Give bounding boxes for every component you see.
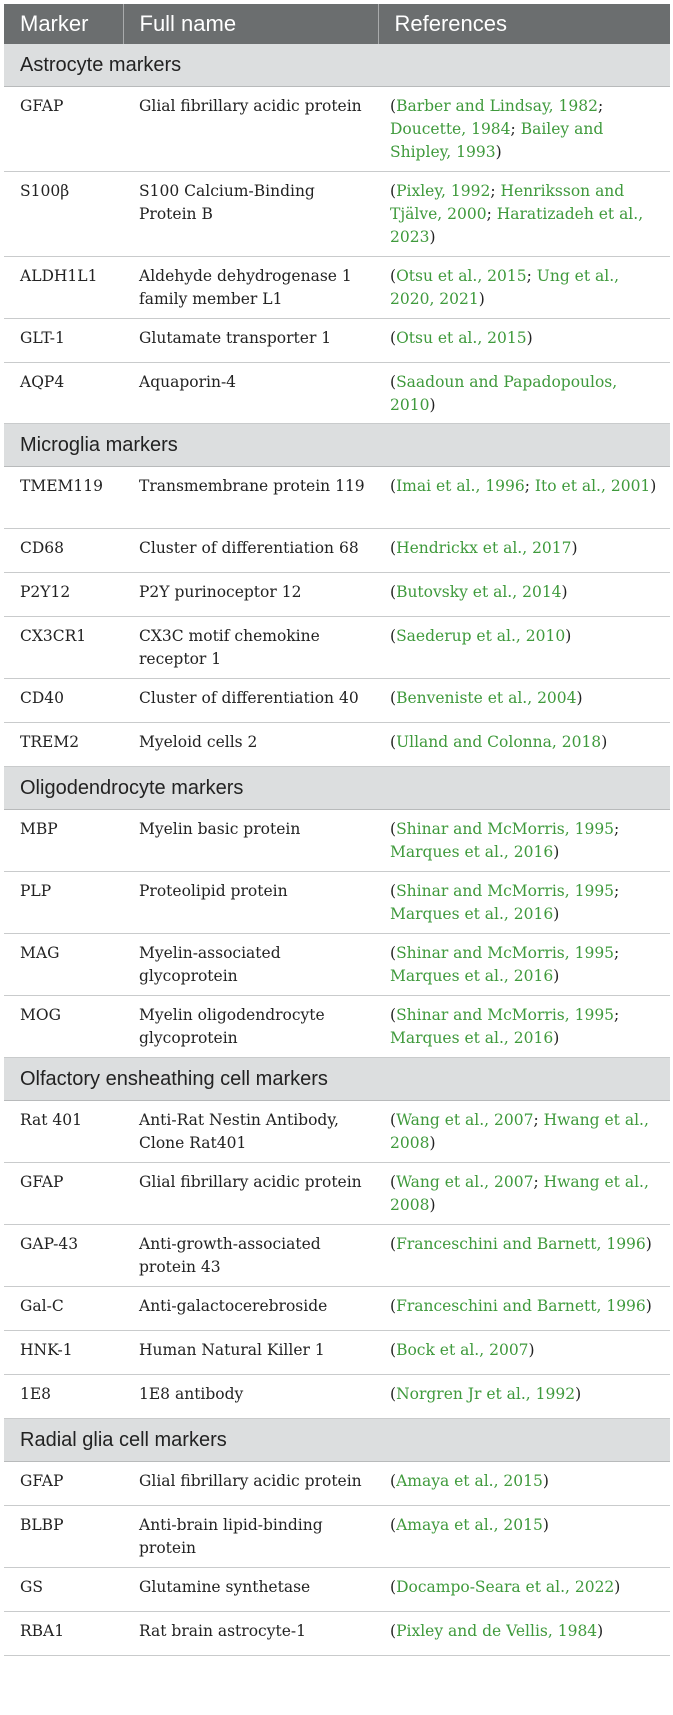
citation-link[interactable]: Norgren Jr et al., 1992	[396, 1385, 576, 1403]
marker-cell: MOG	[4, 996, 123, 1058]
table-row	[4, 1612, 670, 1656]
table-row	[4, 1462, 670, 1506]
citation-link[interactable]: Wang et al., 2007	[396, 1111, 534, 1129]
references-cell: (Saederup et al., 2010)	[378, 617, 670, 679]
full-name-cell: Cluster of differentiation 40	[123, 679, 378, 723]
marker-cell: TREM2	[4, 723, 123, 767]
citation-link[interactable]: Amaya et al., 2015	[396, 1472, 543, 1490]
full-name-cell: Glial fibrillary acidic protein	[123, 1163, 378, 1225]
section-title: Microglia markers	[4, 424, 670, 467]
citation-link[interactable]: Barber and Lindsay, 1982	[396, 97, 598, 115]
full-name-cell: Anti-growth-associated protein 43	[123, 1225, 378, 1287]
citation-link[interactable]: Butovsky et al., 2014	[396, 583, 562, 601]
references-cell: (Butovsky et al., 2014)	[378, 573, 670, 617]
references-cell: (Saadoun and Papadopoulos, 2010)	[378, 363, 670, 424]
full-name-cell: Glutamine synthetase	[123, 1568, 378, 1612]
marker-cell: Rat 401	[4, 1101, 123, 1163]
references-cell: (Imai et al., 1996; Ito et al., 2001)	[378, 467, 670, 529]
table-row	[4, 529, 670, 573]
citation-link[interactable]: Franceschini and Barnett, 1996	[396, 1235, 646, 1253]
marker-cell: P2Y12	[4, 573, 123, 617]
marker-cell: BLBP	[4, 1506, 123, 1568]
citation-link[interactable]: Otsu et al., 2015	[396, 267, 527, 285]
citation-link[interactable]: Amaya et al., 2015	[396, 1516, 543, 1534]
full-name-cell: Proteolipid protein	[123, 872, 378, 934]
marker-cell: TMEM119	[4, 467, 123, 529]
full-name-cell: Myelin-associated glycoprotein	[123, 934, 378, 996]
citation-link[interactable]: Marques et al., 2016	[390, 967, 554, 985]
citation-link[interactable]: Hwang et al., 2008	[390, 1173, 649, 1214]
marker-cell: CD68	[4, 529, 123, 573]
references-cell: (Shinar and McMorris, 1995; Marques et al., 2016)	[378, 934, 670, 996]
table-row	[4, 1225, 670, 1287]
references-cell: (Hendrickx et al., 2017)	[378, 529, 670, 573]
citation-link[interactable]: Benveniste et al., 2004	[396, 689, 577, 707]
references-cell: (Amaya et al., 2015)	[378, 1462, 670, 1506]
references-cell: (Pixley and de Vellis, 1984)	[378, 1612, 670, 1656]
citation-link[interactable]: Docampo-Seara et al., 2022	[396, 1578, 615, 1596]
citation-link[interactable]: Marques et al., 2016	[390, 843, 554, 861]
citation-link[interactable]: Henriksson and Tjälve, 2000	[390, 182, 625, 223]
marker-cell: 1E8	[4, 1375, 123, 1419]
marker-cell: GS	[4, 1568, 123, 1612]
table-row	[4, 87, 670, 172]
table-row	[4, 1101, 670, 1163]
full-name-cell: Glutamate transporter 1	[123, 319, 378, 363]
references-cell: (Shinar and McMorris, 1995; Marques et al., 2016)	[378, 810, 670, 872]
full-name-cell: Transmembrane protein 119	[123, 467, 378, 529]
marker-cell: RBA1	[4, 1612, 123, 1656]
marker-cell: GFAP	[4, 1462, 123, 1506]
header-row	[4, 4, 670, 44]
header-references: References	[378, 4, 670, 44]
references-cell: (Wang et al., 2007; Hwang et al., 2008)	[378, 1163, 670, 1225]
marker-cell: Gal-C	[4, 1287, 123, 1331]
marker-cell: CX3CR1	[4, 617, 123, 679]
full-name-cell: Human Natural Killer 1	[123, 1331, 378, 1375]
citation-link[interactable]: Shinar and McMorris, 1995	[396, 1006, 615, 1024]
references-cell: (Pixley, 1992; Henriksson and Tjälve, 2000; Haratizadeh et al., 2023)	[378, 172, 670, 257]
table-row	[4, 257, 670, 319]
full-name-cell: Rat brain astrocyte-1	[123, 1612, 378, 1656]
citation-link[interactable]: Shinar and McMorris, 1995	[396, 820, 615, 838]
citation-link[interactable]: Hwang et al., 2008	[390, 1111, 649, 1152]
references-cell: (Ulland and Colonna, 2018)	[378, 723, 670, 767]
references-cell: (Shinar and McMorris, 1995; Marques et al., 2016)	[378, 872, 670, 934]
citation-link[interactable]: Pixley and de Vellis, 1984	[396, 1622, 598, 1640]
section-title: Astrocyte markers	[4, 44, 670, 87]
full-name-cell: Glial fibrillary acidic protein	[123, 1462, 378, 1506]
citation-link[interactable]: Saadoun and Papadopoulos, 2010	[390, 373, 618, 414]
marker-cell: MAG	[4, 934, 123, 996]
citation-link[interactable]: Franceschini and Barnett, 1996	[396, 1297, 646, 1315]
marker-cell: GFAP	[4, 87, 123, 172]
full-name-cell: Myeloid cells 2	[123, 723, 378, 767]
table-row	[4, 573, 670, 617]
table-row	[4, 679, 670, 723]
citation-link[interactable]: Ito et al., 2001	[534, 477, 651, 495]
full-name-cell: S100 Calcium-Binding Protein B	[123, 172, 378, 257]
table-row	[4, 1331, 670, 1375]
citation-link[interactable]: Marques et al., 2016	[390, 1029, 554, 1047]
full-name-cell: CX3C motif chemokine receptor 1	[123, 617, 378, 679]
table-row	[4, 363, 670, 424]
citation-link[interactable]: Doucette, 1984	[390, 120, 511, 138]
table-row	[4, 1163, 670, 1225]
marker-cell: GLT-1	[4, 319, 123, 363]
full-name-cell: Myelin oligodendrocyte glycoprotein	[123, 996, 378, 1058]
marker-table	[4, 4, 670, 1656]
table-row	[4, 467, 670, 529]
full-name-cell: P2Y purinoceptor 12	[123, 573, 378, 617]
table-body	[4, 44, 670, 1656]
citation-link[interactable]: Hendrickx et al., 2017	[396, 539, 572, 557]
table-row	[4, 872, 670, 934]
full-name-cell: Glial fibrillary acidic protein	[123, 87, 378, 172]
references-cell: (Otsu et al., 2015; Ung et al., 2020, 2021)	[378, 257, 670, 319]
marker-cell: MBP	[4, 810, 123, 872]
full-name-cell: Anti-brain lipid-binding protein	[123, 1506, 378, 1568]
citation-link[interactable]: Shinar and McMorris, 1995	[396, 882, 615, 900]
table-row	[4, 617, 670, 679]
full-name-cell: Aquaporin-4	[123, 363, 378, 424]
header-marker: Marker	[4, 4, 123, 44]
section-title: Olfactory ensheathing cell markers	[4, 1058, 670, 1101]
full-name-cell: 1E8 antibody	[123, 1375, 378, 1419]
citation-link[interactable]: Imai et al., 1996	[396, 477, 525, 495]
references-cell: (Docampo-Seara et al., 2022)	[378, 1568, 670, 1612]
citation-link[interactable]: Bailey and Shipley, 1993	[390, 120, 604, 161]
marker-cell: GAP-43	[4, 1225, 123, 1287]
section-row	[4, 1419, 670, 1462]
marker-cell: CD40	[4, 679, 123, 723]
references-cell: (Benveniste et al., 2004)	[378, 679, 670, 723]
citation-link[interactable]: Marques et al., 2016	[390, 905, 554, 923]
citation-link[interactable]: Bock et al., 2007	[396, 1341, 529, 1359]
references-cell: (Amaya et al., 2015)	[378, 1506, 670, 1568]
marker-cell: PLP	[4, 872, 123, 934]
table-row	[4, 1568, 670, 1612]
citation-link[interactable]: Otsu et al., 2015	[396, 329, 527, 347]
header-full-name: Full name	[123, 4, 378, 44]
section-title: Oligodendrocyte markers	[4, 767, 670, 810]
section-row	[4, 767, 670, 810]
marker-cell: S100β	[4, 172, 123, 257]
citation-link[interactable]: Saederup et al., 2010	[396, 627, 566, 645]
table-row	[4, 1375, 670, 1419]
table-row	[4, 934, 670, 996]
table-row	[4, 1506, 670, 1568]
section-title: Radial glia cell markers	[4, 1419, 670, 1462]
table-row	[4, 1287, 670, 1331]
table-row	[4, 172, 670, 257]
table-row	[4, 723, 670, 767]
citation-link[interactable]: Haratizadeh et al., 2023	[390, 205, 644, 246]
citation-link[interactable]: Ulland and Colonna, 2018	[396, 733, 602, 751]
marker-cell: GFAP	[4, 1163, 123, 1225]
full-name-cell: Anti-galactocerebroside	[123, 1287, 378, 1331]
citation-link[interactable]: Pixley, 1992	[396, 182, 491, 200]
references-cell: (Barber and Lindsay, 1982; Doucette, 1984; Bailey and Shipley, 1993)	[378, 87, 670, 172]
references-cell: (Franceschini and Barnett, 1996)	[378, 1287, 670, 1331]
full-name-cell: Aldehyde dehydrogenase 1 family member L1	[123, 257, 378, 319]
citation-link[interactable]: Wang et al., 2007	[396, 1173, 534, 1191]
section-row	[4, 44, 670, 87]
references-cell: (Otsu et al., 2015)	[378, 319, 670, 363]
section-row	[4, 424, 670, 467]
full-name-cell: Anti-Rat Nestin Antibody, Clone Rat401	[123, 1101, 378, 1163]
references-cell: (Norgren Jr et al., 1992)	[378, 1375, 670, 1419]
marker-cell: HNK-1	[4, 1331, 123, 1375]
marker-cell: ALDH1L1	[4, 257, 123, 319]
references-cell: (Franceschini and Barnett, 1996)	[378, 1225, 670, 1287]
full-name-cell: Myelin basic protein	[123, 810, 378, 872]
marker-cell: AQP4	[4, 363, 123, 424]
table-row	[4, 810, 670, 872]
references-cell: (Wang et al., 2007; Hwang et al., 2008)	[378, 1101, 670, 1163]
full-name-cell: Cluster of differentiation 68	[123, 529, 378, 573]
section-row	[4, 1058, 670, 1101]
table-row	[4, 319, 670, 363]
table-row	[4, 996, 670, 1058]
citation-link[interactable]: Ung et al., 2020, 2021	[390, 267, 620, 308]
references-cell: (Bock et al., 2007)	[378, 1331, 670, 1375]
citation-link[interactable]: Shinar and McMorris, 1995	[396, 944, 615, 962]
references-cell: (Shinar and McMorris, 1995; Marques et al., 2016)	[378, 996, 670, 1058]
